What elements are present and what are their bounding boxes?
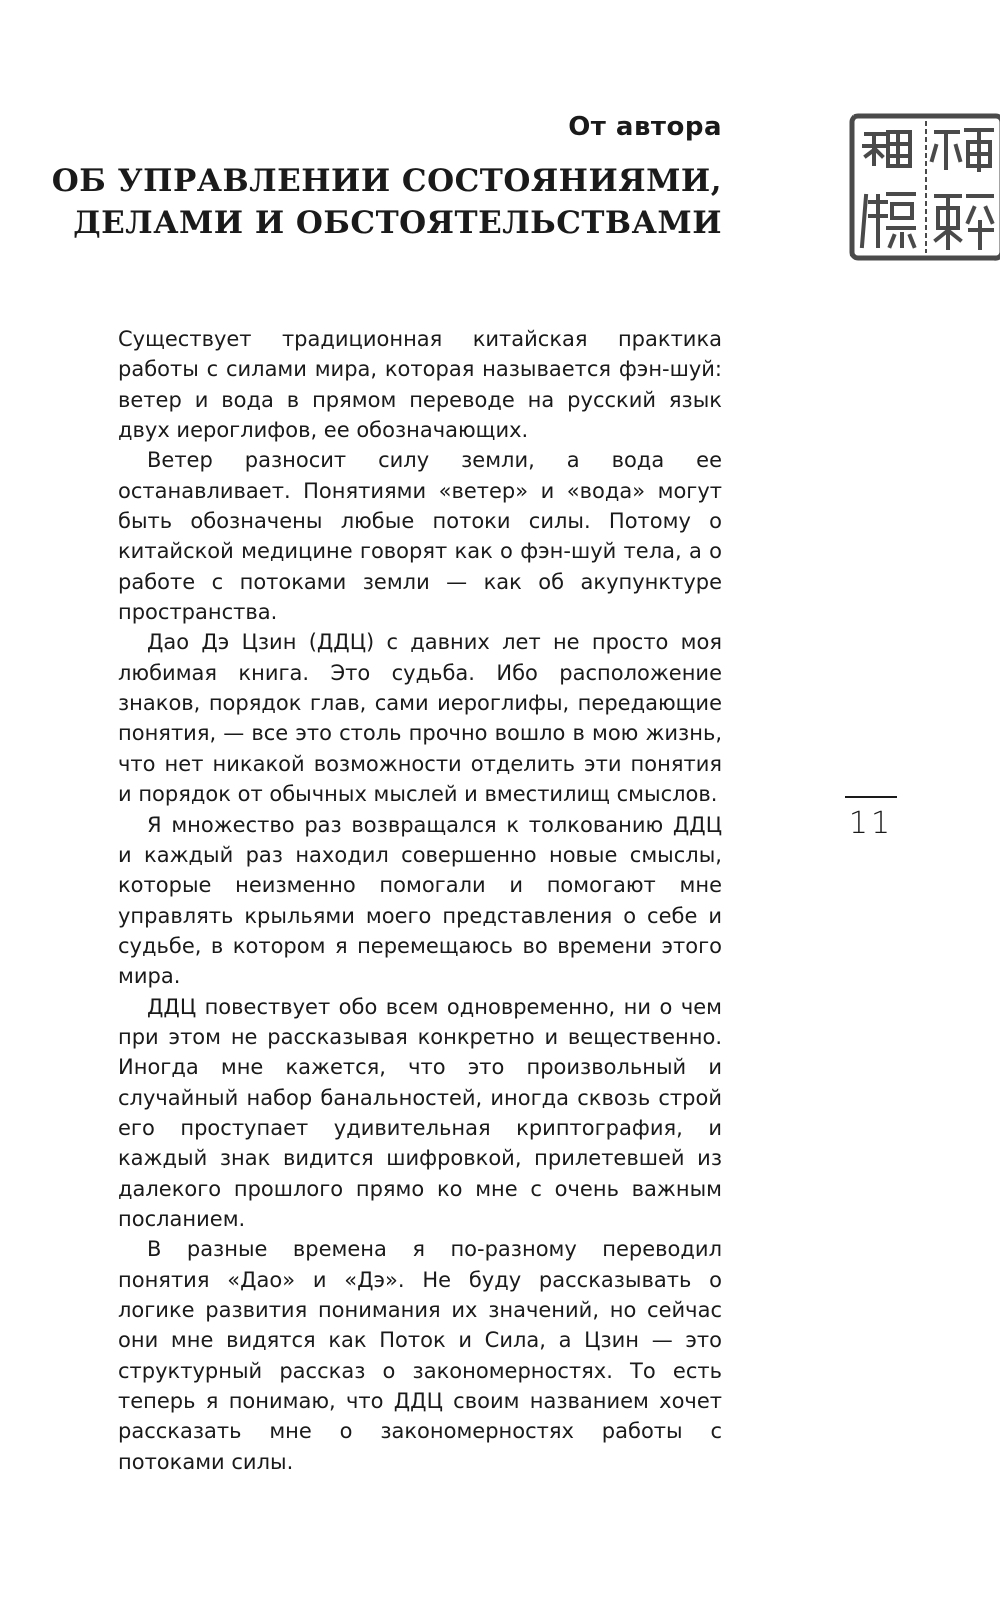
paragraph-4: Я множество раз возвращался к толкованию ДДЦ и каждый раз находил совершенно новые смыслы, которые неизменно помогали и помогают мне управлять крыльями моего представления о себе и судьбе, в котором я перемещаюсь во времени этого мира. bbox=[118, 812, 722, 989]
chapter-title bbox=[52, 160, 722, 244]
paragraph-5: ДДЦ повествует обо всем одновременно, ни о чем при этом не рассказывая конкретно и вещественно. Иногда мне кажется, что это произвольный и случайный набор банальностей, иногда сквозь строй его проступает удивительная криптография, и каждый знак видится шифровкой, прилетевшей из далекого прошлого прямо ко мне с очень важным посланием. bbox=[118, 994, 722, 1231]
paragraph-1: Существует традиционная китайская практика работы с силами мира, которая называется фэн-шуй: ветер и вода в прямом переводе на русский язык двух иероглифов, ее обозначающих. bbox=[118, 327, 722, 443]
page-number: 11 bbox=[848, 806, 894, 841]
paragraph-2: Ветер разносит силу земли, а вода ее останавливает. Понятиями «ветер» и «вода» могут быть обозначены любые потоки силы. Потому о китайской медицине говорят как о фэн-шуй тела, а о работе с потоками земли — как об акупунктуре пространства. bbox=[118, 448, 722, 625]
body-text bbox=[118, 324, 722, 1477]
paragraph-3: Дао Дэ Цзин (ДДЦ) с давних лет не просто моя любимая книга. Это судьба. Ибо расположение знаков, порядок глав, сами иероглифы, передающие понятия, — все это столь прочно вошло в мою жизнь, что нет никакой возможности отделить эти понятия и порядок от обычных мыслей и вместилищ смыслов. bbox=[118, 630, 722, 807]
section-label: От автора bbox=[568, 112, 722, 142]
chapter-title-line-1: ОБ УПРАВЛЕНИИ СОСТОЯНИЯМИ, bbox=[51, 163, 722, 199]
paragraph-6: В разные времена я по-разному переводил понятия «Дао» и «Дэ». Не буду рассказывать о логике развития понимания их значений, но сейчас они мне видятся как Поток и Сила, а Цзин — это структурный рассказ о закономерностях. То есть теперь я понимаю, что ДДЦ своим названием хочет рассказать мне о закономерностях работы с потоками силы. bbox=[118, 1237, 722, 1474]
page-number-rule bbox=[845, 796, 897, 798]
chapter-title-line-2: ДЕЛАМИ И ОБСТОЯТЕЛЬСТВАМИ bbox=[73, 205, 722, 241]
chinese-seal-stamp-icon bbox=[848, 112, 1000, 262]
